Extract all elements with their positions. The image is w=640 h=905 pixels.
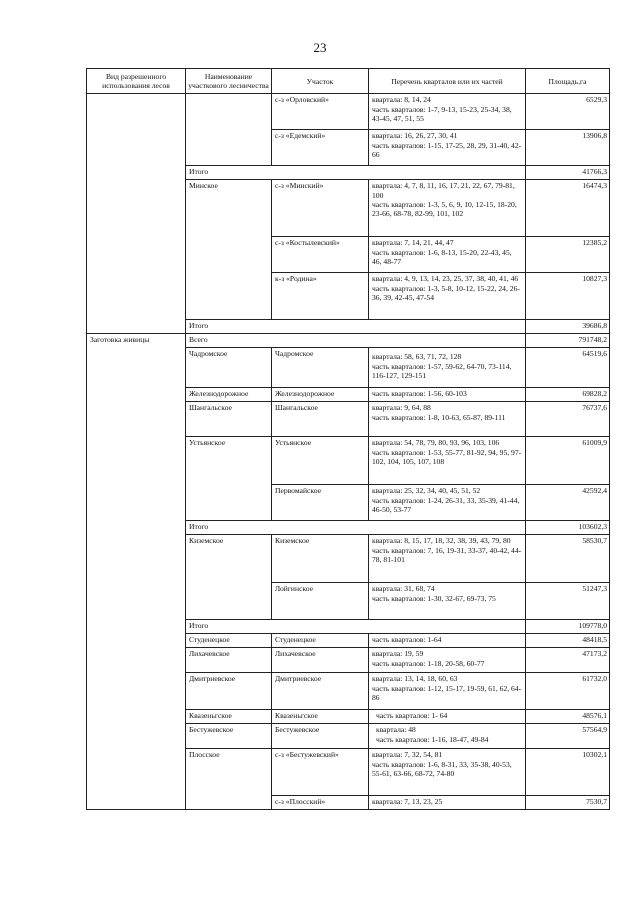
area-cell: 39686,8 (526, 320, 610, 334)
quarters-cell (369, 388, 526, 402)
site-cell: с-з «Минский» (272, 180, 369, 237)
quarters-line: часть кварталов: 1-56, 60-103 (372, 389, 467, 399)
site-cell: Квазеньгское (272, 710, 369, 724)
site-cell: Студенецкое (272, 634, 369, 648)
quarters-line: квартала: 9, 64, 88 (372, 403, 431, 413)
site-cell: с-з «Плосский» (272, 796, 369, 810)
quarters-line: часть кварталов: 1-15, 17-25, 28, 29, 31-40, 42-66 (372, 140, 522, 159)
quarters-cell (369, 273, 526, 320)
page-number: 23 (313, 40, 327, 55)
quarters-line: квартала: 7, 32, 54, 81 (372, 750, 443, 760)
quarters-cell (369, 749, 526, 796)
area-cell: 58530,7 (526, 535, 610, 583)
site-cell: Лойгинское (272, 583, 369, 620)
forestry-cell: Лихачевское (186, 648, 272, 673)
quarters-line: часть кварталов: 1-3, 5, 6, 9, 10, 12-15, 18-20, 23-66, 68-78, 82-99, 101, 102 (372, 199, 517, 219)
forestry-cell: Чадромское (186, 348, 272, 388)
quarters-cell (369, 130, 526, 166)
site-cell: Устьянское (272, 437, 369, 485)
forestry-cell: Бестужевское (186, 724, 272, 749)
forest-use-table (86, 68, 610, 810)
header-quarters: Перечень кварталов или их частей (369, 69, 526, 94)
quarters-cell (369, 710, 526, 724)
area-cell: 48418,5 (526, 634, 610, 648)
site-cell: Чадромское (272, 348, 369, 388)
quarters-cell (369, 634, 526, 648)
quarters-line: часть кварталов: 1-7, 9-13, 15-23, 25-34, 38, 43-45, 47, 51, 55 (372, 104, 512, 123)
subtotal-label: Итого (186, 620, 526, 634)
quarters-cell (369, 94, 526, 130)
quarters-line: квартала: 25, 32, 34, 40, 45, 51, 52 (372, 486, 481, 496)
quarters-cell (369, 402, 526, 437)
table-header-row (87, 69, 610, 94)
quarters-line: часть кварталов: 1-64 (372, 635, 442, 645)
site-cell: Шангальское (272, 402, 369, 437)
area-cell: 51247,3 (526, 583, 610, 620)
quarters-line: часть кварталов: 1-18, 20-58, 60-77 (372, 658, 485, 668)
quarters-line: часть кварталов: 1-8, 10-63, 65-87, 89-111 (372, 412, 506, 422)
quarters-line: часть кварталов: 1-3, 5-8, 10-12, 15-22, 24, 26-36, 39, 42-45, 47-54 (372, 283, 520, 302)
forestry-cell (186, 94, 272, 166)
header-site: Участок (272, 69, 369, 94)
site-cell: Киземское (272, 535, 369, 583)
site-cell: Первомайское (272, 485, 369, 521)
forestry-cell: Железнодорожное (186, 388, 272, 402)
forestry-cell: Устьянское (186, 437, 272, 521)
total-label: Всего (186, 334, 526, 348)
site-cell: с-з «Бестужевский» (272, 749, 369, 796)
area-cell: 10302,1 (526, 749, 610, 796)
quarters-line: часть кварталов: 1-57, 59-62, 64-70, 73-114, 116-127, 129-151 (372, 361, 512, 380)
quarters-line: квартала: 4, 7, 8, 11, 16, 17, 21, 22, 67, 79-81, 100 (372, 181, 515, 200)
forestry-cell: Минское (186, 180, 272, 320)
quarters-line: квартала: 54, 78, 79, 80, 93, 96, 103, 106 (372, 438, 500, 448)
area-cell: 103602,3 (526, 521, 610, 535)
quarters-line: часть кварталов: 1-53, 55-77, 81-92, 94, 95, 97-102, 104, 105, 107, 108 (372, 447, 522, 466)
area-cell: 6529,3 (526, 94, 610, 130)
site-cell: Бестужевское (272, 724, 369, 749)
quarters-cell (369, 648, 526, 673)
quarters-line: квартала: 13, 14, 18, 60, 63 (372, 674, 458, 684)
area-cell: 47173,2 (526, 648, 610, 673)
quarters-line: квартала: 8, 15, 17, 18, 32, 38, 39, 43, 79, 80 (372, 536, 511, 546)
site-cell: с-з «Едемский» (272, 130, 369, 166)
area-cell: 109778,0 (526, 620, 610, 634)
forestry-cell: Студенецкое (186, 634, 272, 648)
quarters-line: квартала: 7, 13, 23, 25 (372, 797, 443, 807)
area-cell: 64519,6 (526, 348, 610, 388)
total-row (87, 334, 610, 348)
quarters-cell (369, 535, 526, 583)
quarters-cell (369, 237, 526, 273)
area-cell: 16474,3 (526, 180, 610, 237)
header-use-type: Вид разрешенного использования лесов (87, 69, 186, 94)
quarters-line: часть кварталов: 1- 64 (376, 711, 448, 721)
forestry-cell: Дмитриевское (186, 673, 272, 710)
forestry-cell: Шангальское (186, 402, 272, 437)
site-cell: с-з «Орловский» (272, 94, 369, 130)
quarters-cell (369, 673, 526, 710)
quarters-line: часть кварталов: 1-6, 8-31, 33, 35-38, 40-53, 55-61, 63-66, 68-72, 74-80 (372, 759, 512, 778)
quarters-line: квартала: 16, 26, 27, 30, 41 (372, 131, 458, 141)
header-forestry: Наименование участкового лесничества (186, 69, 272, 94)
site-cell: с-з «Костылевский» (272, 237, 369, 273)
quarters-cell (369, 180, 526, 237)
quarters-line: часть кварталов: 1-12, 15-17, 19-59, 61, 62, 64-86 (372, 683, 522, 702)
quarters-cell (369, 724, 526, 749)
area-cell: 13906,8 (526, 130, 610, 166)
quarters-cell (369, 796, 526, 810)
area-cell: 57564,9 (526, 724, 610, 749)
quarters-cell (369, 437, 526, 485)
quarters-cell (369, 583, 526, 620)
area-cell: 12385,2 (526, 237, 610, 273)
forestry-cell: Плосское (186, 749, 272, 810)
forestry-cell: Киземское (186, 535, 272, 620)
area-cell: 10827,3 (526, 273, 610, 320)
site-cell: Лихачевское (272, 648, 369, 673)
use-type-cell (87, 94, 186, 334)
quarters-line: квартала: 58, 63, 71, 72, 128 (372, 352, 462, 362)
quarters-line: часть кварталов: 1-6, 8-13, 15-20, 22-43, 45, 46, 48-77 (372, 247, 512, 266)
area-cell: 69828,2 (526, 388, 610, 402)
quarters-line: квартала: 19, 59 (372, 649, 424, 659)
area-cell: 48576,1 (526, 710, 610, 724)
use-type-cell: Заготовка живицы (87, 334, 186, 810)
area-cell: 7530,7 (526, 796, 610, 810)
subtotal-label: Итого (186, 166, 526, 180)
quarters-line: часть кварталов: 1-30, 32-67, 69-73, 75 (372, 593, 496, 603)
area-cell: 42592,4 (526, 485, 610, 521)
area-cell: 76737,6 (526, 402, 610, 437)
subtotal-label: Итого (186, 320, 526, 334)
forestry-cell: Квазеньгское (186, 710, 272, 724)
area-cell: 791748,2 (526, 334, 610, 348)
area-cell: 61732,0 (526, 673, 610, 710)
site-cell: к-з «Родина» (272, 273, 369, 320)
table-row (87, 94, 610, 130)
quarters-cell (369, 485, 526, 521)
quarters-cell (369, 348, 526, 388)
area-cell: 41766,3 (526, 166, 610, 180)
quarters-line: квартала: 4, 9, 13, 14, 23, 25, 37, 38, 40, 41, 46 (372, 274, 519, 284)
site-cell: Железнодорожное (272, 388, 369, 402)
quarters-line: квартала: 8, 14, 24 (372, 95, 431, 105)
subtotal-label: Итого (186, 521, 526, 535)
quarters-line: квартала: 48 (376, 725, 416, 735)
quarters-line: часть кварталов: 1-16, 18-47, 49-84 (376, 734, 489, 744)
quarters-line: часть кварталов: 1-24, 26-31, 33, 35-39, 41-44, 46-50, 53-77 (372, 495, 520, 514)
site-cell: Дмитриевское (272, 673, 369, 710)
quarters-line: часть кварталов: 7, 16, 19-31, 33-37, 40-42, 44-78, 81-101 (372, 545, 522, 564)
quarters-line: квартала: 31, 68, 74 (372, 584, 435, 594)
header-area: Площадь,га (526, 69, 610, 94)
quarters-line: квартала: 7, 14, 21, 44, 47 (372, 238, 454, 248)
area-cell: 61009,9 (526, 437, 610, 485)
